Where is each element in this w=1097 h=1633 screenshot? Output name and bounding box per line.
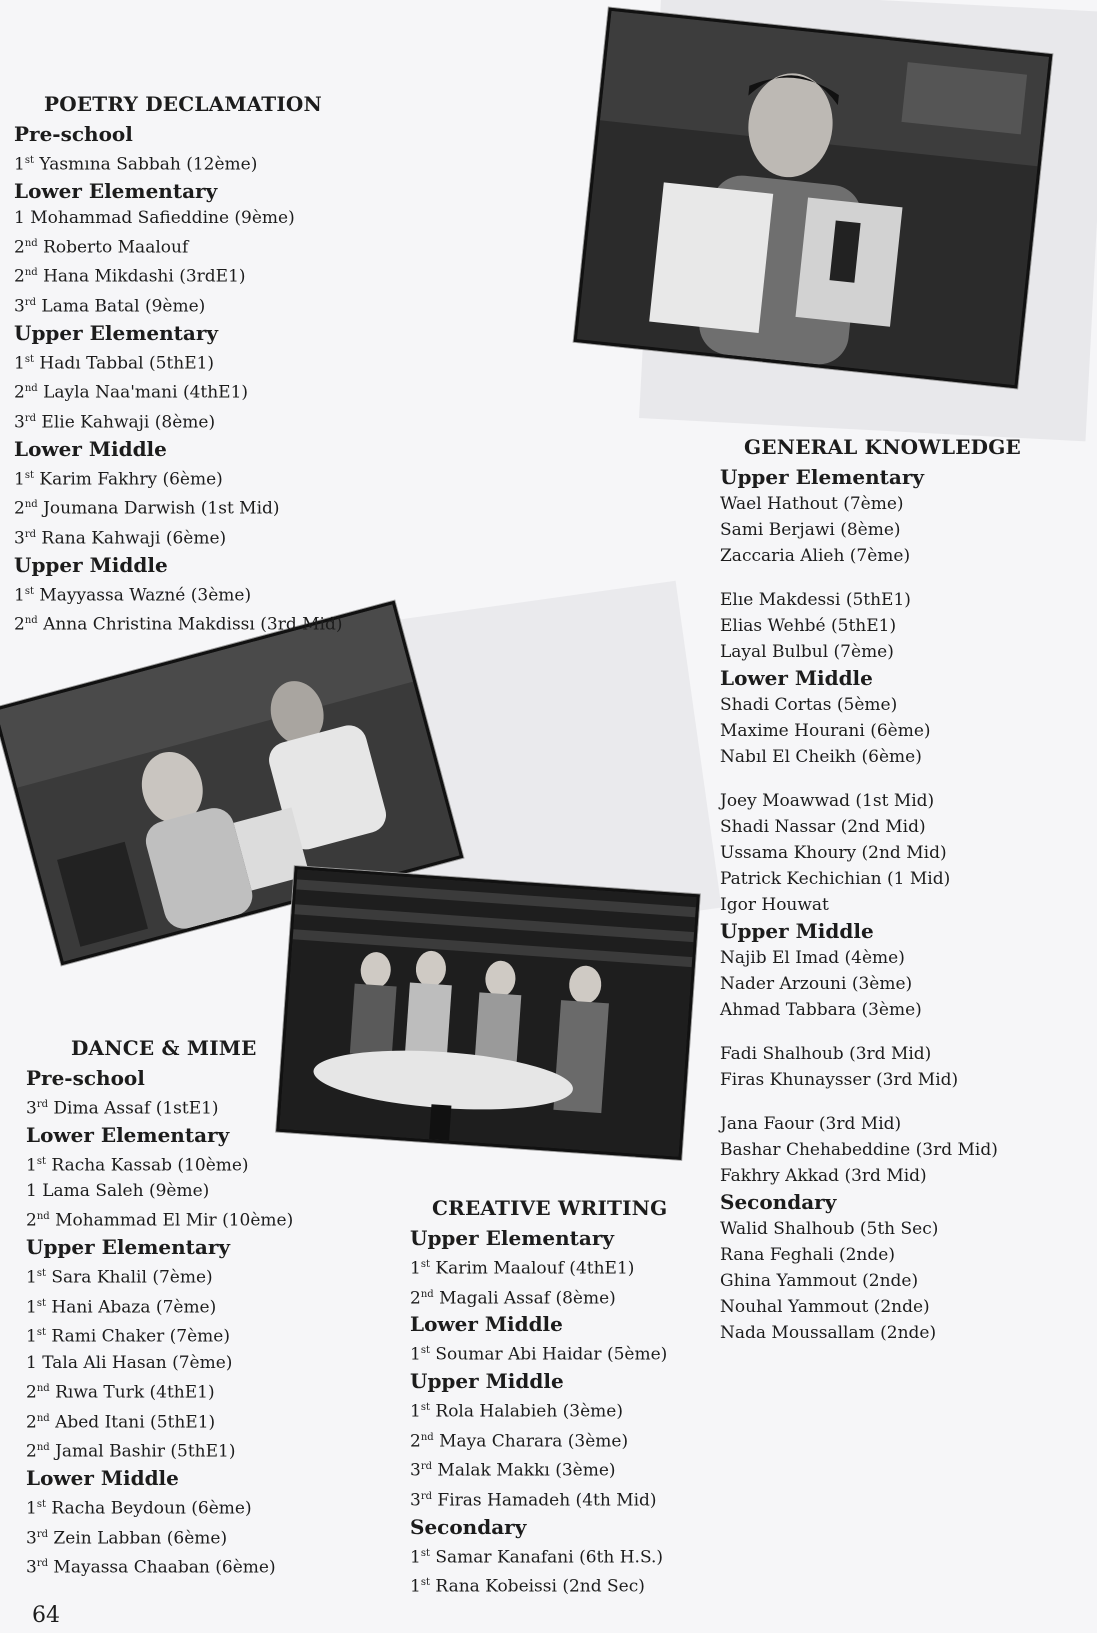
rank-number: 2 [26,1210,37,1231]
winner-name: Fakhry Akkad (3rd Mid) [720,1166,927,1186]
winner-name: Fadi Shalhoub (3rd Mid) [720,1044,932,1064]
winner-entry [26,1291,293,1321]
winner-entry [14,608,342,638]
rank-number: 1 [26,1352,37,1373]
rank-number: 1 [26,1155,37,1176]
category-heading: Upper Elementary [410,1226,614,1250]
winner-entry [720,491,1021,517]
rank-number: 1 [14,469,25,490]
category-heading: Upper Middle [410,1368,564,1393]
rank-suffix: nd [420,1288,434,1300]
winner-entry [720,718,1021,744]
category-heading: Secondary [410,1514,527,1539]
winner-name: Mohammad El Mir (10ème) [55,1210,294,1231]
winner-name: Roberto Maalouf [43,237,189,258]
winner-name: Ahmad Tabbara (3ème) [720,1000,922,1020]
dance-section [26,1036,293,1581]
rank-number: 3 [26,1557,37,1578]
winner-entry [26,1435,293,1465]
winner-entry [14,290,342,320]
winner-name: Shadi Nassar (2nd Mid) [720,817,926,837]
winner-name: Dima Assaf (1stE1) [53,1098,219,1119]
winner-entry [14,406,342,436]
category-heading: Lower Elementary [26,1122,230,1147]
winner-entry [26,1551,293,1581]
rank-suffix: rd [420,1490,433,1502]
rank-suffix: st [24,585,34,597]
rank-number: 1 [14,585,25,606]
category-heading: Upper Elementary [720,465,924,489]
category-heading: Lower Middle [14,436,167,461]
winner-entry [720,1216,1021,1242]
winner-entry [14,205,342,231]
rank-suffix: st [36,1498,46,1510]
rank-suffix: nd [24,267,38,279]
winner-entry [720,1294,1021,1320]
rank-suffix: st [24,353,34,365]
winner-entry [14,231,342,261]
winner-entry [410,1425,667,1455]
general-section [720,435,1021,1346]
rank-number: 1 [26,1297,37,1318]
category-heading: Pre-school [26,1066,145,1090]
winner-name: Rami Chaker (7ème) [51,1326,230,1347]
winner-name: Bashar Chehabeddine (3rd Mid) [720,1140,998,1160]
winner-entry [26,1261,293,1291]
rank-number: 1 [14,353,25,374]
photo-children-table [276,866,700,1160]
rank-number: 1 [26,1326,37,1347]
winner-entry [720,639,1021,665]
rank-number: 1 [410,1547,421,1568]
winner-name: Elıe Makdessi (5thE1) [720,590,911,610]
winner-entry [720,1268,1021,1294]
rank-suffix: nd [24,383,38,395]
winner-entry [14,522,342,552]
winner-entry [720,692,1021,718]
section-title-general: GENERAL KNOWLEDGE [744,435,1021,459]
rank-suffix: st [24,155,34,166]
rank-suffix: nd [36,1412,50,1424]
winner-entry [720,1111,1021,1137]
winner-entry [26,1092,293,1122]
winner-entry [26,1522,293,1552]
rank-number: 1 [26,1267,37,1288]
winner-entry [720,1067,1021,1093]
winner-name: Rana Kahwaji (6ème) [41,528,227,549]
category-heading: Lower Middle [410,1312,563,1337]
winner-name: Jana Faour (3rd Mid) [720,1114,902,1134]
rank-suffix: st [36,1267,46,1279]
rank-number: 2 [14,382,25,403]
rank-number: 2 [410,1431,421,1452]
rank-suffix: st [420,1401,430,1413]
winner-entry [720,971,1021,997]
winner-name: Nabıl El Cheikh (6ème) [720,747,922,767]
winner-name: Patrick Kechichian (1 Mid) [720,869,951,889]
winner-name: Zaccaria Alieh (7ème) [720,546,911,566]
rank-number: 2 [26,1382,37,1403]
rank-number: 3 [14,296,25,317]
creative-list [410,1226,667,1600]
rank-number: 2 [14,266,25,287]
category-heading: Upper Elementary [26,1234,230,1259]
winner-name: Najib El Imad (4ème) [720,948,905,968]
rank-suffix: rd [24,412,37,424]
winner-name: Elie Kahwaji (8ème) [41,412,216,433]
category-heading: Secondary [720,1190,837,1214]
winner-entry [26,1204,293,1234]
rank-number: 3 [26,1528,37,1549]
dance-list [26,1066,293,1581]
winner-entry [720,997,1021,1023]
general-list [720,465,1021,1346]
winner-name: Rana Kobeissi (2nd Sec) [435,1576,645,1597]
winner-entry [410,1282,667,1312]
photo-boy-artwork [574,8,1053,389]
rank-number: 1 [14,207,25,228]
winner-name: Karim Maalouf (4thE1) [435,1258,635,1279]
rank-suffix: st [36,1297,46,1309]
rank-number: 2 [410,1288,421,1309]
winner-entry [720,788,1021,814]
category-heading: Lower Middle [720,666,873,690]
winner-name: Hani Abaza (7ème) [51,1297,217,1318]
rank-suffix: st [420,1577,430,1589]
winner-entry [720,1242,1021,1268]
winner-name: Samar Kanafani (6th H.S.) [435,1547,664,1568]
winner-entry [720,892,1021,918]
rank-number: 1 [26,1181,37,1202]
winner-entry [14,579,342,609]
rank-number: 2 [14,237,25,258]
rank-suffix: st [420,1547,430,1559]
winner-name: Nouhal Yammout (2nde) [720,1297,930,1317]
winner-name: Rana Feghali (2nde) [720,1245,895,1265]
winner-name: Layla Naa'mani (4thE1) [43,382,249,403]
entry-spacer [720,1023,1021,1041]
category-heading: Lower Middle [26,1465,179,1490]
winner-entry [26,1350,293,1376]
category-heading: Upper Middle [720,919,874,943]
winner-name: Wael Hathout (7ème) [720,494,904,514]
rank-number: 2 [14,614,25,635]
winner-name: Anna Christina Makdissı (3rd Mid) [43,614,343,635]
winner-entry [720,517,1021,543]
creative-section [410,1196,667,1600]
winner-entry [410,1395,667,1425]
rank-suffix: nd [24,237,38,249]
winner-name: Maya Charara (3ème) [439,1431,629,1452]
section-title-dance: DANCE & MIME [71,1036,257,1060]
winner-entry [14,463,342,493]
rank-number: 1 [14,154,25,175]
entry-spacer [720,770,1021,788]
winner-name: Zein Labban (6ème) [53,1528,228,1549]
category-heading: Lower Elementary [14,178,218,203]
rank-suffix: nd [24,499,38,511]
winner-name: Sami Berjawi (8ème) [720,520,901,540]
poetry-list [14,122,342,638]
winner-name: Lama Batal (9ème) [41,296,206,317]
winner-name: Ussama Khoury (2nd Mid) [720,843,947,863]
winner-entry [720,814,1021,840]
rank-number: 3 [14,412,25,433]
winner-name: Mohammad Safieddine (9ème) [30,207,295,228]
winner-entry [410,1454,667,1484]
winner-entry [410,1570,667,1600]
winner-name: Walid Shalhoub (5th Sec) [720,1219,939,1239]
winner-name: Elias Wehbé (5thE1) [720,616,897,636]
entry-spacer [720,569,1021,587]
winner-name: Hana Mikdashi (3rdE1) [43,266,246,287]
rank-suffix: rd [24,296,37,308]
winner-entry [26,1376,293,1406]
winner-entry [720,744,1021,770]
winner-entry [720,1320,1021,1346]
winner-name: Tala Ali Hasan (7ème) [42,1352,233,1373]
section-title-poetry: POETRY DECLAMATION [44,92,323,116]
rank-suffix: st [420,1345,430,1357]
winner-name: Magali Assaf (8ème) [439,1288,616,1309]
winner-entry [26,1406,293,1436]
winner-name: Joumana Darwish (1st Mid) [43,498,280,519]
winner-name: Igor Houwat [720,895,829,915]
rank-number: 2 [26,1441,37,1462]
winner-entry [720,543,1021,569]
winner-entry [410,1252,667,1282]
winner-name: Jamal Bashir (5thE1) [55,1441,236,1462]
winner-name: Nader Arzouni (3ème) [720,974,913,994]
winner-name: Lama Saleh (9ème) [42,1181,210,1202]
winner-name: Yasmına Sabbah (12ème) [39,154,258,175]
winner-name: Rola Halabieh (3ème) [435,1401,623,1422]
rank-suffix: st [36,1155,46,1167]
winner-entry [720,1041,1021,1067]
winner-entry [410,1338,667,1368]
winner-name: Malak Makkı (3ème) [437,1460,616,1481]
rank-number: 1 [26,1498,37,1519]
category-heading: Pre-school [14,122,133,146]
rank-suffix: nd [36,1442,50,1454]
winner-entry [14,148,342,178]
category-heading: Upper Elementary [14,320,218,345]
rank-number: 3 [14,528,25,549]
rank-number: 3 [410,1460,421,1481]
winner-name: Rıwa Turk (4thE1) [55,1382,215,1403]
winner-name: Abed Itani (5thE1) [55,1412,216,1433]
winner-entry [26,1492,293,1522]
page-number: 64 [32,1603,60,1628]
winner-entry [720,613,1021,639]
winner-entry [720,866,1021,892]
section-title-creative: CREATIVE WRITING [432,1196,668,1220]
rank-number: 2 [14,498,25,519]
rank-suffix: nd [36,1211,50,1223]
winner-name: Ghina Yammout (2nde) [720,1271,919,1291]
poetry-section [14,92,342,638]
rank-suffix: rd [36,1528,49,1540]
winner-entry [14,260,342,290]
rank-suffix: rd [24,528,37,540]
winner-name: Firas Khunaysser (3rd Mid) [720,1070,959,1090]
rank-number: 3 [410,1490,421,1511]
rank-number: 1 [410,1344,421,1365]
winner-name: Hadı Tabbal (5thE1) [39,353,215,374]
winner-name: Mayassa Chaaban (6ème) [53,1557,276,1578]
rank-suffix: st [420,1259,430,1270]
winner-entry [720,1137,1021,1163]
winner-name: Maxime Hourani (6ème) [720,721,931,741]
winner-entry [410,1541,667,1571]
winner-name: Racha Kassab (10ème) [51,1155,249,1176]
rank-number: 1 [410,1576,421,1597]
winner-name: Joey Moawwad (1st Mid) [720,791,935,811]
rank-suffix: nd [24,615,38,627]
winner-entry [14,347,342,377]
rank-number: 1 [410,1258,421,1279]
winner-entry [14,376,342,406]
rank-number: 1 [410,1401,421,1422]
winner-entry [26,1320,293,1350]
winner-name: Sara Khalil (7ème) [51,1267,213,1288]
rank-suffix: nd [420,1431,434,1443]
winner-entry [720,587,1021,613]
rank-suffix: st [24,469,34,481]
winner-entry [720,840,1021,866]
winner-entry [720,945,1021,971]
rank-suffix: rd [36,1558,49,1570]
winner-name: Soumar Abi Haidar (5ème) [435,1344,668,1365]
winner-name: Firas Hamadeh (4th Mid) [437,1490,657,1511]
winner-entry [14,492,342,522]
winner-name: Mayyassa Wazné (3ème) [39,585,252,606]
rank-suffix: rd [420,1461,433,1473]
category-heading: Upper Middle [14,552,168,577]
rank-number: 3 [26,1098,37,1119]
rank-suffix: nd [36,1382,50,1394]
winner-name: Karim Fakhry (6ème) [39,469,223,490]
entry-spacer [720,1093,1021,1111]
rank-suffix: rd [36,1099,49,1110]
winner-entry [410,1484,667,1514]
rank-suffix: st [36,1327,46,1339]
winner-entry [26,1178,293,1204]
winner-name: Nada Moussallam (2nde) [720,1323,937,1343]
rank-number: 2 [26,1412,37,1433]
winner-entry [720,1163,1021,1189]
winner-name: Shadi Cortas (5ème) [720,695,898,715]
winner-entry [26,1149,293,1179]
winner-name: Layal Bulbul (7ème) [720,642,894,662]
winner-name: Racha Beydoun (6ème) [51,1498,252,1519]
